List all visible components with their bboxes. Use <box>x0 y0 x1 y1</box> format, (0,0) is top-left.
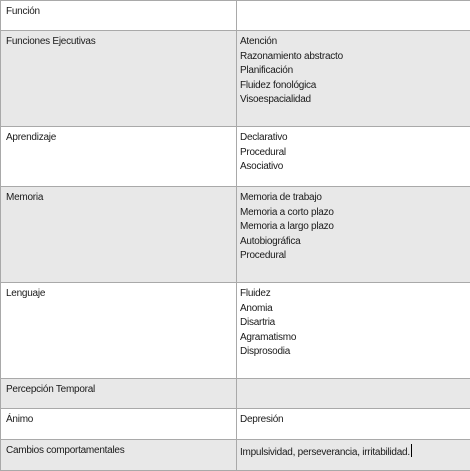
function-label: Ánimo <box>6 414 33 425</box>
function-cell <box>1 283 237 379</box>
detail-cell <box>237 31 470 127</box>
function-cell <box>1 127 237 187</box>
detail-item: Procedural <box>240 146 470 161</box>
function-cell <box>1 440 237 471</box>
table-row-lenguaje <box>1 283 470 379</box>
detail-item: Memoria a corto plazo <box>240 206 470 221</box>
function-label: Aprendizaje <box>6 132 56 143</box>
detail-item: Autobiográfica <box>240 235 470 250</box>
detail-cell <box>237 409 470 440</box>
header-function-label: Función <box>6 6 40 17</box>
detail-item: Depresión <box>240 413 470 428</box>
detail-item: Visoespacialidad <box>240 93 470 108</box>
detail-item: Impulsividad, perseverancia, irritabilidad. <box>240 447 410 458</box>
detail-item: Disartria <box>240 316 470 331</box>
function-label: Cambios comportamentales <box>6 445 125 456</box>
detail-item: Memoria de trabajo <box>240 191 470 206</box>
table-row-animo <box>1 409 470 440</box>
detail-item: Fluidez fonológica <box>240 79 470 94</box>
table-row-funciones-ejecutivas <box>1 31 470 127</box>
detail-cell <box>237 379 470 409</box>
function-cell <box>1 409 237 440</box>
table-row-memoria <box>1 187 470 283</box>
detail-item: Anomia <box>240 302 470 317</box>
function-label: Funciones Ejecutivas <box>6 36 96 47</box>
detail-item: Fluidez <box>240 287 470 302</box>
detail-cell <box>237 127 470 187</box>
detail-item: Atención <box>240 35 470 50</box>
detail-cell <box>237 283 470 379</box>
header-function-cell <box>1 1 237 31</box>
detail-item: Disprosodia <box>240 345 470 360</box>
function-label: Lenguaje <box>6 288 45 299</box>
detail-cell <box>237 187 470 283</box>
table-row-percepcion-temporal <box>1 379 470 409</box>
table-header-row <box>1 1 470 31</box>
detail-item: Razonamiento abstracto <box>240 50 470 65</box>
detail-item: Procedural <box>240 249 470 264</box>
function-label: Percepción Temporal <box>6 384 95 395</box>
function-cell <box>1 31 237 127</box>
detail-item: Declarativo <box>240 131 470 146</box>
detail-item: Memoria a largo plazo <box>240 220 470 235</box>
table-row-cambios-comportamentales <box>1 440 470 471</box>
text-cursor <box>411 444 412 457</box>
detail-item: Planificación <box>240 64 470 79</box>
detail-item: Asociativo <box>240 160 470 175</box>
detail-item: Agramatismo <box>240 331 470 346</box>
function-cell <box>1 379 237 409</box>
header-detail-cell <box>237 1 470 31</box>
table-row-aprendizaje <box>1 127 470 187</box>
function-label: Memoria <box>6 192 43 203</box>
function-cell <box>1 187 237 283</box>
detail-cell[interactable] <box>237 440 470 471</box>
